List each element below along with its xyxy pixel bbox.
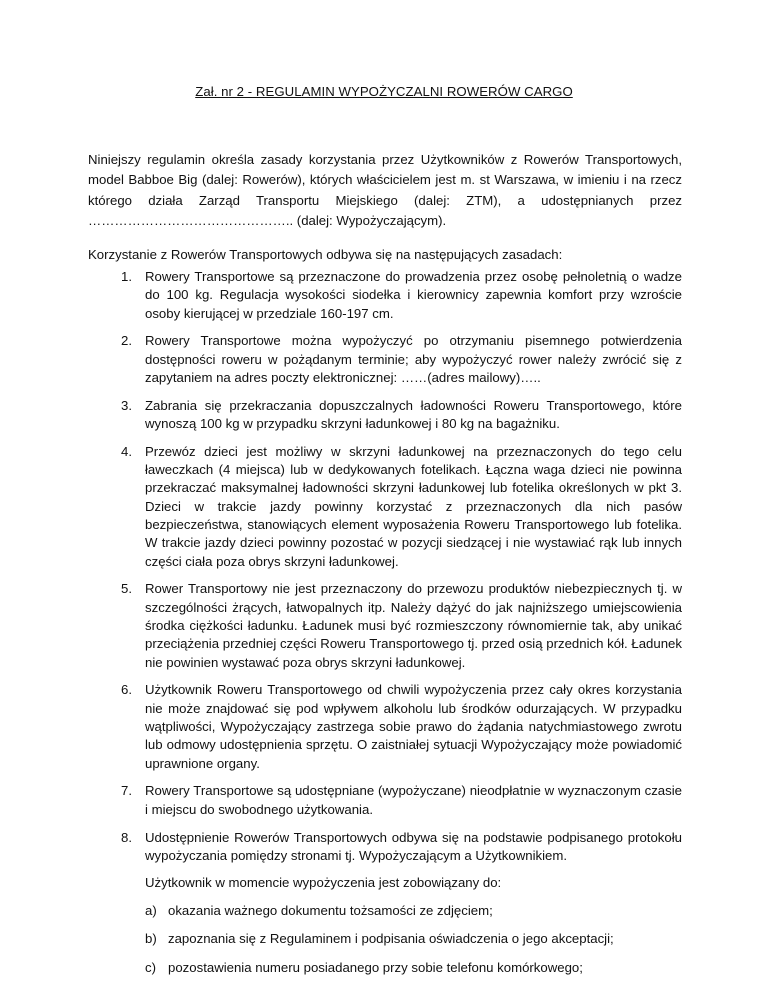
rule-number: 2. xyxy=(121,333,132,349)
rule-text: Przewóz dzieci jest możliwy w skrzyni ładunkowej na przeznaczonych do tego celu ławeczkach (4 miejsca) lub w dedykowanych fotelikach. Łączna waga dzieci nie powinna przekraczać maksymalnej ładowności skrzyni ładunkowej lub fotelika określonych w pkt 3. Dzieci w trakcie jazdy powinny korzystać z przeznaczonych dla nich pasów bezpieczeństwa, stanowiących element wyposażenia Roweru Transportowego lub fotelika. W trakcie jazdy dzieci powinny pozostać w pozycji siedzącej i nie wystawiać rąk lub innych części ciała poza obrys skrzyni ładunkowej. xyxy=(145,443,682,569)
rule-item xyxy=(88,397,682,434)
rule-number: 8. xyxy=(121,829,132,845)
obligations-block xyxy=(88,874,682,977)
rule-item xyxy=(88,332,682,387)
rule-number: 5. xyxy=(121,581,132,597)
obligation-text: zapoznania się z Regulaminem i podpisania oświadczenia o jego akceptacji; xyxy=(168,931,614,947)
rule-text: Użytkownik Roweru Transportowego od chwili wypożyczenia przez cały okres korzystania nie może znajdować się pod wpływem alkoholu lub środków odurzających. W przypadku wątpliwości, Wypożyczający zastrzega sobie prawo do żądania natychmiastowego zwrotu lub odmowy udostępnienia sprzętu. O zaistniałej sytuacji Wypożyczający może powiadomić uprawnione organy. xyxy=(145,682,682,771)
document-title: Zał. nr 2 - REGULAMIN WYPOŻYCZALNI ROWERÓW CARGO xyxy=(195,84,573,99)
obligation-letter: b) xyxy=(145,931,157,947)
rule-number: 1. xyxy=(121,269,132,284)
obligation-letter: a) xyxy=(145,902,157,918)
rule-item xyxy=(88,443,682,571)
obligation-item xyxy=(145,902,682,920)
obligation-item xyxy=(145,959,682,977)
obligations-heading: Użytkownik w momencie wypożyczenia jest zobowiązany do: xyxy=(145,874,502,890)
rule-item xyxy=(88,580,682,671)
rules-lead: Korzystanie z Rowerów Transportowych odbywa się na następujących zasadach: xyxy=(88,247,563,262)
rule-number: 3. xyxy=(121,397,132,413)
rule-text: Rowery Transportowe można wypożyczyć po otrzymaniu pisemnego potwierdzenia dostępności roweru w pożądanym terminie; aby wypożyczyć rower należy zwrócić się z zapytaniem na adres poczty elektronicznej: ……(adres mailowy)….. xyxy=(145,333,682,385)
rule-8-sublist xyxy=(88,874,682,977)
rule-item xyxy=(88,829,682,866)
rule-item xyxy=(88,782,682,819)
rule-number: 7. xyxy=(121,783,132,799)
rule-item xyxy=(88,681,682,772)
obligation-text: pozostawienia numeru posiadanego przy sobie telefonu komórkowego; xyxy=(168,959,583,975)
rule-number: 4. xyxy=(121,443,132,459)
rule-text: Zabrania się przekraczania dopuszczalnych ładowności Roweru Transportowego, które wynoszą 100 kg w przypadku skrzyni ładunkowej i 80 kg na bagażniku. xyxy=(145,397,682,432)
rule-number: 6. xyxy=(121,682,132,698)
rule-text: Rowery Transportowe są udostępniane (wypożyczane) nieodpłatnie w wyznaczonym czasie i miejscu do swobodnego użytkowania. xyxy=(145,783,682,817)
intro-paragraph: Niniejszy regulamin określa zasady korzystania przez Użytkowników z Rowerów Transportowych, model Babboe Big (dalej: Rowerów), których właścicielem jest m. st Warszawa, w imieniu i na rzecz którego działa Zarząd Transportu Miejskiego (dalej: ZTM), a udostępnianych przez ……………………………………….. (dalej: Wypożyczającym). xyxy=(88,152,682,228)
rule-item xyxy=(88,268,682,323)
obligation-text: okazania ważnego dokumentu tożsamości ze zdjęciem; xyxy=(168,902,493,918)
rule-text: Udostępnienie Rowerów Transportowych odbywa się na podstawie podpisanego protokołu wypożyczania pomiędzy stronami tj. Wypożyczającym a Użytkownikiem. xyxy=(145,829,682,863)
obligation-item xyxy=(145,930,682,948)
rules-list xyxy=(88,268,682,987)
obligation-letter: c) xyxy=(145,959,156,975)
rule-text: Rowery Transportowe są przeznaczone do prowadzenia przez osobę pełnoletnią o wadze do 100 kg. Regulacja wysokości siodełka i kierownicy zapewnia komfort przy wzroście osoby kierującej w przedziale 160-197 cm. xyxy=(145,269,682,321)
rule-text: Rower Transportowy nie jest przeznaczony do przewozu produktów niebezpiecznych tj. w szczególności żrących, łatwopalnych itp. Należy dążyć do jak najniższego umiejscowienia środka ciężkości ładunku. Ładunek musi być rozmieszczony równomiernie tak, aby unikać przeciążenia przedniej części Roweru Transportowego tj. przed osią przednich kół. Ładunek nie powinien wystawać poza obrys skrzyni ładunkowej. xyxy=(145,581,682,670)
